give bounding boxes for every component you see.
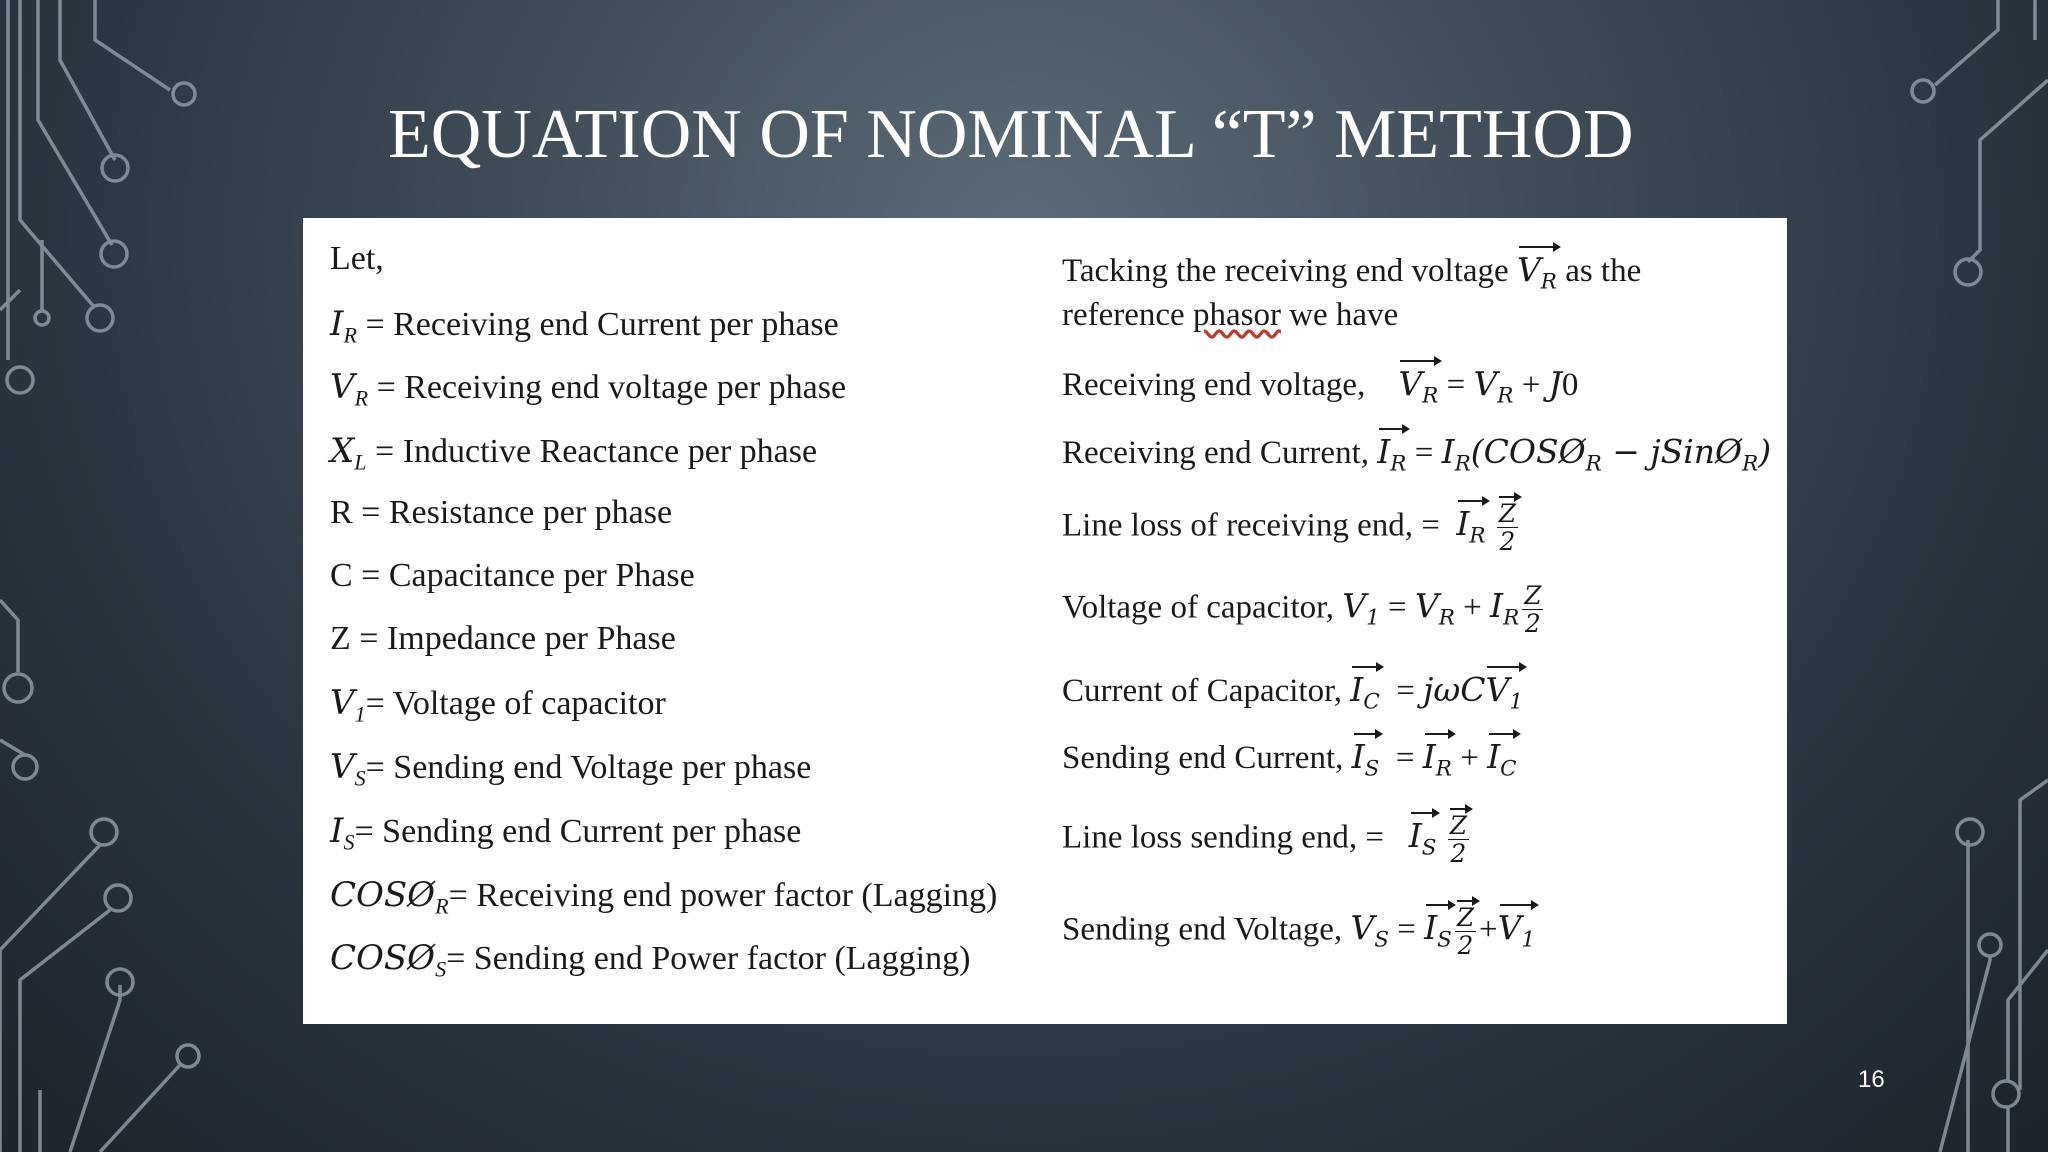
- eq-capacitor-voltage: Voltage of capacitor, $V_1 = V_R + I_R$ $\frac{Z}{2}$: [1062, 581, 1542, 639]
- def-inductive-reactance: $X_L$ = Inductive Reactance per phase: [330, 431, 818, 475]
- equations-intro-line2: reference phasor we have: [1062, 297, 1399, 333]
- eq-capacitor-current: Current of Capacitor, $I_C = j\omega CV_1$: [1062, 670, 1523, 715]
- eq-receiving-voltage: Receiving end voltage, $V_R = V_R + J0$: [1062, 364, 1579, 409]
- eq-receiving-current: Receiving end Current, $I_R$ = $I_R(COSØ_R$ − jSinØ$_R$): [1062, 432, 1772, 477]
- def-sending-power-factor: $COSØ_S=$ Sending end Power factor (Lagging): [330, 938, 971, 982]
- def-capacitor-voltage: $V_1=$ Voltage of capacitor: [330, 683, 666, 727]
- definitions-intro: Let,: [330, 240, 384, 277]
- def-sending-voltage: $V_S=$ Sending end Voltage per phase: [330, 747, 812, 791]
- vr-vector: $V_R$: [1516, 250, 1557, 295]
- eq-line-loss-receiving: Line loss of receiving end, = $I_R$ $\frac{Z}{2}$: [1062, 499, 1516, 557]
- def-resistance: R = Resistance per phase: [330, 494, 673, 531]
- equations-intro-line1: Tacking the receiving end voltage $V_R$ as the: [1062, 250, 1642, 295]
- eq-line-loss-sending: Line loss sending end, = $I_S$ $\frac{Z}{2}$: [1062, 811, 1467, 869]
- eq-sending-current: Sending end Current, $I_S = I_R + I_C$: [1062, 737, 1517, 782]
- def-capacitance: C = Capacitance per Phase: [330, 557, 695, 594]
- def-receiving-voltage: $V_R$ = Receiving end voltage per phase: [330, 367, 847, 411]
- def-sending-current: $I_S=$ Sending end Current per phase: [330, 811, 802, 855]
- def-impedance: Z = Impedance per Phase: [330, 620, 676, 657]
- def-receiving-current: $I_R$ = Receiving end Current per phase: [330, 304, 839, 348]
- eq-sending-voltage: Sending end Voltage, $V_S = I_S$ $\frac{Z}{2}$ $+V_1$: [1062, 903, 1536, 961]
- page-number: 16: [1858, 1066, 1885, 1093]
- def-receiving-power-factor: $COSØ_R=$ Receiving end power factor (Lagging): [330, 875, 998, 919]
- slide-title: EQUATION OF NOMINAL “T” METHOD: [388, 96, 1634, 173]
